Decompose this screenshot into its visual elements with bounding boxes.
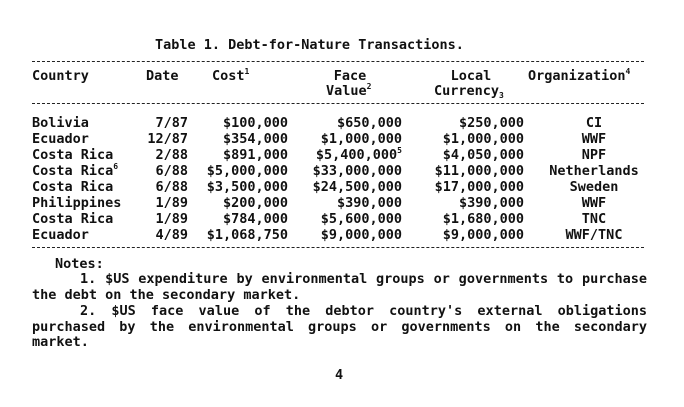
- header-cost: Cost$^1$: [212, 67, 250, 84]
- cell-local-currency: $1,000,000: [442, 131, 524, 147]
- cell-country: Bolivia: [32, 115, 89, 131]
- cell-cost: $891,000: [222, 147, 288, 163]
- cell-date: 1/89: [155, 195, 188, 211]
- cell-cost: $3,500,000: [206, 179, 288, 195]
- cell-organization: CI: [585, 115, 603, 131]
- cell-date: 4/89: [155, 227, 188, 243]
- header-organization: Organization$^4$: [528, 67, 631, 84]
- header-local-line2: Currency$_3$: [434, 83, 504, 100]
- cell-country: Philippines: [32, 195, 122, 211]
- page-number: 4: [335, 367, 344, 383]
- note-1: 1. $US expenditure by environmental groups or governments to purchase the debt on the secondary market.: [32, 271, 647, 303]
- cell-country: Ecuador: [32, 227, 89, 243]
- cell-organization: WWF: [581, 195, 607, 211]
- cell-local-currency: $250,000: [458, 115, 524, 131]
- cell-local-currency: $11,000,000: [434, 163, 524, 179]
- cell-date: 1/89: [155, 211, 188, 227]
- cell-organization: WWF: [581, 131, 607, 147]
- header-country: Country: [32, 68, 89, 84]
- cell-local-currency: $1,680,000: [442, 211, 524, 227]
- cell-date: 6/88: [155, 179, 188, 195]
- cell-local-currency: $390,000: [458, 195, 524, 211]
- cell-local-currency: $17,000,000: [434, 179, 524, 195]
- cell-country: Costa Rica: [32, 211, 114, 227]
- bottom-divider: [32, 247, 644, 248]
- cell-date: 7/87: [155, 115, 188, 131]
- cell-country: Costa Rica: [32, 179, 114, 195]
- cell-organization: Sweden: [569, 179, 619, 195]
- cell-cost: $1,068,750: [206, 227, 288, 243]
- cell-date: 6/88: [155, 163, 188, 179]
- cell-cost: $100,000: [222, 115, 288, 131]
- cell-face-value: $5,400,000$^5$: [315, 146, 402, 163]
- table-title: Table 1. Debt-for-Nature Transactions.: [155, 37, 464, 53]
- cell-face-value: $33,000,000: [312, 163, 402, 179]
- cell-cost: $784,000: [222, 211, 288, 227]
- cell-face-value: $390,000: [336, 195, 402, 211]
- cell-country: Costa Rica: [32, 147, 114, 163]
- cell-date: 2/88: [155, 147, 188, 163]
- cell-organization: TNC: [581, 211, 607, 227]
- note-2: 2. $US face value of the debtor country's external obligations purchased by the environmental groups or governments on the secondary market.: [32, 303, 647, 350]
- cell-local-currency: $4,050,000: [442, 147, 524, 163]
- cell-local-currency: $9,000,000: [442, 227, 524, 243]
- notes-heading: Notes:: [55, 256, 104, 272]
- header-divider: [32, 103, 644, 104]
- header-date: Date: [146, 68, 179, 84]
- cell-cost: $200,000: [222, 195, 288, 211]
- cell-cost: $354,000: [222, 131, 288, 147]
- cell-date: 12/87: [147, 131, 188, 147]
- cell-face-value: $9,000,000: [320, 227, 402, 243]
- cell-organization: Netherlands: [549, 163, 639, 179]
- cell-cost: $5,000,000: [206, 163, 288, 179]
- cell-face-value: $650,000: [336, 115, 402, 131]
- header-face-line1: Face: [333, 68, 367, 84]
- cell-organization: WWF/TNC: [565, 227, 623, 243]
- cell-face-value: $24,500,000: [312, 179, 402, 195]
- header-face-line2: Value$^2$: [326, 82, 372, 99]
- cell-face-value: $1,000,000: [320, 131, 402, 147]
- cell-organization: NPF: [581, 147, 607, 163]
- cell-face-value: $5,600,000: [320, 211, 402, 227]
- cell-country: Ecuador: [32, 131, 89, 147]
- cell-country: Costa Rica$^6$: [32, 162, 119, 179]
- header-local-line1: Local: [450, 68, 492, 84]
- top-divider: [32, 61, 644, 62]
